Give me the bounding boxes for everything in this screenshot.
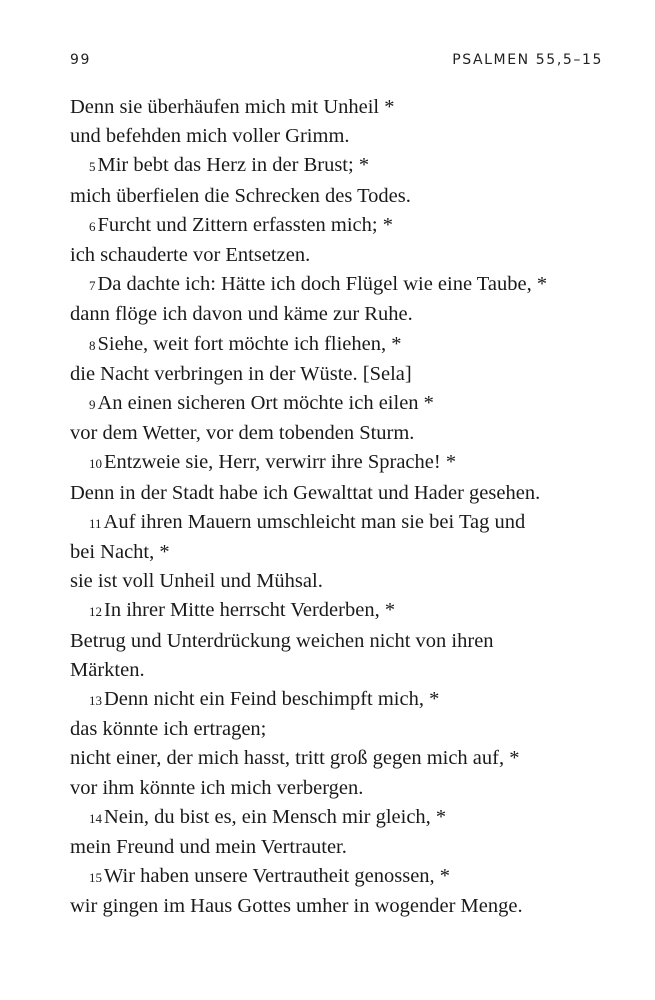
line-text: sie ist voll Unheil und Mühsal. [70, 570, 323, 593]
verse-start-line [70, 270, 630, 300]
text-line [70, 479, 630, 508]
line-text: mein Freund und mein Vertrauter. [70, 836, 347, 859]
verse-start-line [70, 596, 630, 626]
verse-start-line [70, 330, 630, 360]
text-line [70, 419, 630, 448]
page-number: 99 [70, 52, 92, 68]
verse-start-line [70, 211, 630, 241]
verse-number: 5 [89, 159, 96, 175]
verse-number: 15 [89, 870, 102, 886]
running-head: PSALMEN 55,5–15 [452, 52, 603, 68]
text-line [70, 300, 630, 329]
text-line [70, 627, 630, 656]
text-line [70, 241, 630, 270]
line-text: An einen sicheren Ort möchte ich eilen * [97, 392, 434, 415]
verse-number: 12 [89, 604, 102, 620]
line-text: dann flöge ich davon und käme zur Ruhe. [70, 303, 413, 326]
line-text: bei Nacht, * [70, 541, 170, 564]
text-line [70, 744, 630, 773]
verse-number: 8 [89, 337, 96, 353]
text-line [70, 715, 630, 744]
line-text: Denn nicht ein Feind beschimpft mich, * [104, 688, 440, 711]
line-text: In ihrer Mitte herrscht Verderben, * [104, 599, 396, 622]
verse-number: 11 [89, 515, 102, 531]
verse-number: 9 [89, 397, 96, 413]
verse-number: 10 [89, 456, 102, 472]
verse-start-line [70, 803, 630, 833]
line-text: Wir haben unsere Vertrautheit genossen, * [104, 865, 451, 888]
psalm-text [70, 93, 630, 922]
verse-start-line [70, 389, 630, 419]
verse-start-line [70, 448, 630, 478]
text-line [70, 182, 630, 211]
verse-number: 13 [89, 693, 102, 709]
text-line [70, 93, 630, 122]
line-text: Betrug und Unterdrückung weichen nicht von ihren [70, 629, 494, 652]
line-text: Mir bebt das Herz in der Brust; * [97, 154, 370, 177]
verse-number: 14 [89, 810, 102, 826]
verse-number: 7 [89, 278, 96, 294]
line-text: mich überfielen die Schrecken des Todes. [70, 184, 411, 207]
line-text: das könnte ich ertragen; [70, 718, 267, 741]
line-text: Da dachte ich: Hätte ich doch Flügel wie eine Taube, * [97, 273, 548, 296]
text-line [70, 567, 630, 596]
text-line [70, 892, 630, 921]
line-text: Siehe, weit fort möchte ich fliehen, * [97, 332, 402, 355]
line-text: Märkten. [70, 658, 145, 681]
verse-start-line [70, 685, 630, 715]
line-text: nicht einer, der mich hasst, tritt groß gegen mich auf, * [70, 747, 520, 770]
line-text: vor dem Wetter, vor dem tobenden Sturm. [70, 422, 415, 445]
text-line [70, 833, 630, 862]
line-text: die Nacht verbringen in der Wüste. [Sela] [70, 362, 412, 385]
verse-start-line [70, 862, 630, 892]
line-text: Entzweie sie, Herr, verwirr ihre Sprache! * [104, 451, 457, 474]
verse-number: 6 [89, 218, 96, 234]
line-text: Denn sie überhäufen mich mit Unheil * [70, 96, 395, 118]
line-text: Nein, du bist es, ein Mensch mir gleich, * [104, 805, 447, 828]
line-text: Auf ihren Mauern umschleicht man sie bei Tag und [103, 510, 526, 533]
text-line [70, 774, 630, 803]
verse-start-line [70, 508, 630, 538]
line-text: vor ihm könnte ich mich verbergen. [70, 776, 364, 799]
line-text: Denn in der Stadt habe ich Gewalttat und Hader gesehen. [70, 481, 541, 504]
line-text: ich schauderte vor Entsetzen. [70, 244, 311, 267]
verse-start-line [70, 151, 630, 181]
text-line [70, 360, 630, 389]
text-line [70, 538, 630, 567]
text-line [70, 656, 630, 685]
line-text: und befehden mich voller Grimm. [70, 125, 350, 148]
line-text: Furcht und Zittern erfassten mich; * [97, 213, 393, 236]
text-line [70, 122, 630, 151]
line-text: wir gingen im Haus Gottes umher in wogender Menge. [70, 895, 523, 918]
